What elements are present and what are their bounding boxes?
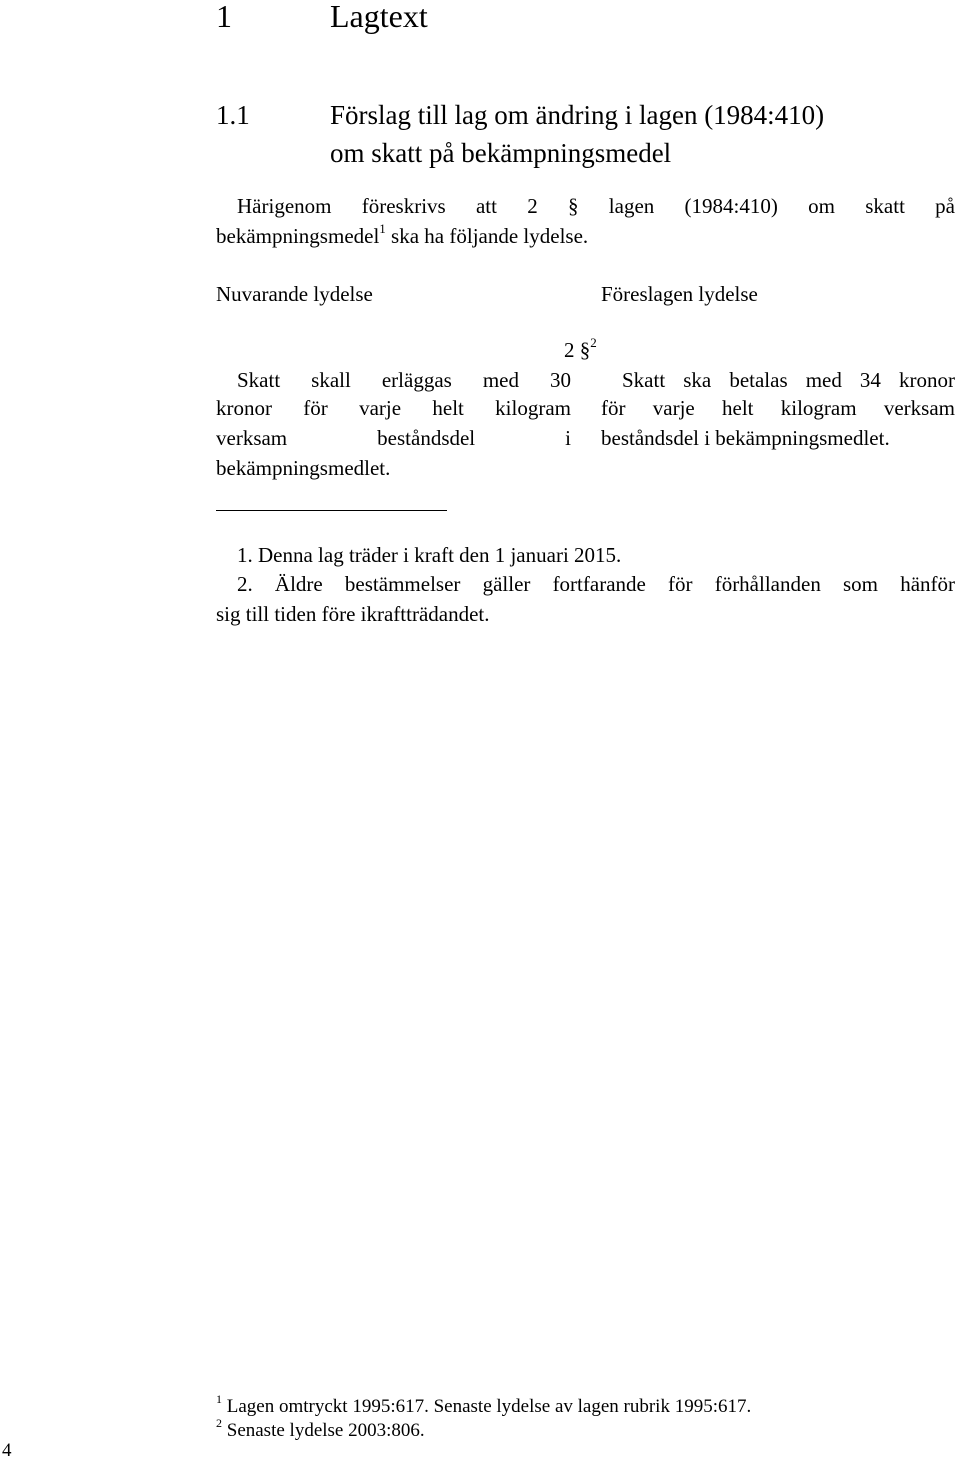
separator-rule	[216, 510, 447, 511]
intro-line2	[216, 221, 589, 249]
current-text-line1: Skatt skall erläggas med 30	[237, 368, 571, 392]
transitional-item-2-line2: sig till tiden före ikraftträdandet.	[216, 602, 490, 626]
section-number: 1.1	[216, 100, 250, 130]
intro-line1: Härigenom föreskrivs att 2 § lagen (1984:410) om skatt på	[237, 194, 955, 218]
transitional-item-2-line1: 2. Äldre bestämmelser gäller fortfarande för förhållanden som hänför	[237, 572, 955, 596]
footnote-ref-1: 1	[379, 221, 386, 236]
chapter-number: 1	[216, 0, 232, 34]
chapter-title: Lagtext	[330, 0, 428, 34]
transitional-item-1: 1. Denna lag träder i kraft den 1 januari 2015.	[237, 543, 622, 567]
proposed-wording-header: Föreslagen lydelse	[601, 282, 758, 306]
intro-line2-start: bekämpningsmedel	[216, 224, 380, 248]
proposed-text-line3: beståndsdel i bekämpningsmedlet.	[601, 426, 890, 450]
current-text-line2: kronor för varje helt kilogram	[216, 396, 571, 420]
page-number: 4	[2, 1440, 12, 1461]
section-title-line2: om skatt på bekämpningsmedel	[330, 138, 672, 168]
footnote-ref-2: 2	[590, 335, 597, 350]
intro-line2-end: ska ha följande lydelse.	[385, 224, 589, 248]
section-title-line1: Förslag till lag om ändring i lagen (1984:410)	[330, 100, 825, 130]
proposed-text-line1: Skatt ska betalas med 34 kronor	[622, 368, 955, 392]
footnote-2-text: Senaste lydelse 2003:806.	[226, 1420, 425, 1441]
paragraph-mark	[564, 335, 597, 363]
current-text-line4: bekämpningsmedlet.	[216, 456, 391, 480]
footnote-2	[216, 1416, 425, 1442]
current-wording-header: Nuvarande lydelse	[216, 282, 373, 306]
current-text-line3: verksam beståndsdel i	[216, 426, 571, 450]
footnote-1	[216, 1392, 752, 1418]
paragraph-mark-text: 2 §	[564, 338, 591, 362]
footnote-2-mark: 2	[216, 1416, 222, 1430]
proposed-text-line2: för varje helt kilogram verksam	[601, 396, 955, 420]
footnote-1-text: Lagen omtryckt 1995:617. Senaste lydelse av lagen rubrik 1995:617.	[226, 1396, 752, 1417]
footnote-1-mark: 1	[216, 1392, 222, 1406]
